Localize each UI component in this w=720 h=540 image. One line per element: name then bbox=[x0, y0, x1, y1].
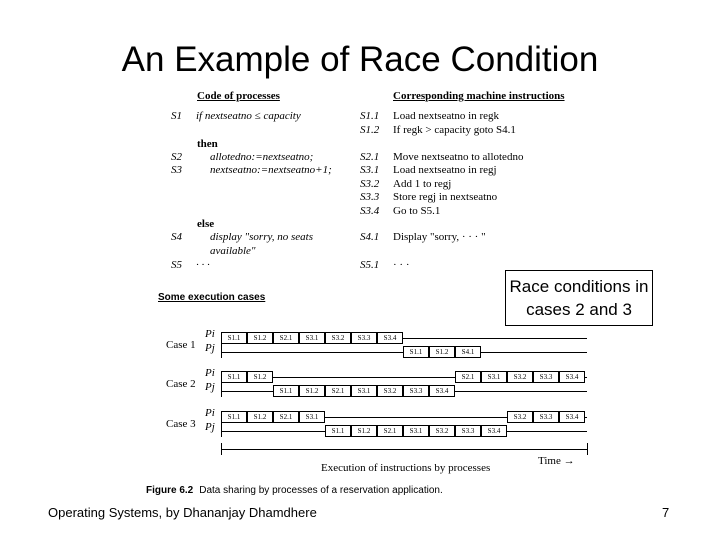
instruction-text: Display "sorry, · · · " bbox=[393, 231, 486, 243]
instruction-label: S1.2 bbox=[360, 124, 380, 136]
pj-instruction-cell: S1.2 bbox=[429, 346, 455, 358]
figure-number: Figure 6.2 bbox=[146, 485, 194, 496]
code-line-label: S2 bbox=[171, 151, 182, 163]
code-line-label: S3 bbox=[171, 164, 182, 176]
race-condition-callout: Race conditions in cases 2 and 3 bbox=[505, 270, 653, 326]
pj-instruction-cell: S1.1 bbox=[403, 346, 429, 358]
pi-instruction-cell: S1.1 bbox=[221, 332, 247, 344]
pi-instruction-cell: S2.1 bbox=[455, 371, 481, 383]
pi-instruction-cell: S3.3 bbox=[533, 371, 559, 383]
time-axis-start-tick bbox=[221, 443, 222, 455]
pj-instruction-cell: S3.1 bbox=[351, 385, 377, 397]
pi-instruction-cell: S3.4 bbox=[559, 411, 585, 423]
instruction-text: If regk > capacity goto S4.1 bbox=[393, 124, 516, 136]
pi-instruction-cell: S1.2 bbox=[247, 332, 273, 344]
code-line-text: then bbox=[197, 138, 218, 150]
pi-instruction-cell: S3.1 bbox=[299, 411, 325, 423]
pj-instruction-cell: S3.4 bbox=[481, 425, 507, 437]
code-line-label: S4 bbox=[171, 231, 182, 243]
execution-axis-label: Execution of instructions by processes bbox=[321, 462, 491, 474]
instruction-label: S3.2 bbox=[360, 178, 380, 190]
pi-instruction-cell: S3.3 bbox=[351, 332, 377, 344]
pj-instruction-cell: S3.2 bbox=[429, 425, 455, 437]
slide-title: An Example of Race Condition bbox=[121, 40, 599, 79]
figure-caption-text: Data sharing by processes of a reservation application. bbox=[199, 485, 443, 496]
code-line-text: allotedno:=nextseatno; bbox=[210, 151, 314, 163]
code-line-label: S1 bbox=[171, 110, 182, 122]
pi-instruction-cell: S2.1 bbox=[273, 411, 299, 423]
pi-instruction-cell: S1.1 bbox=[221, 371, 247, 383]
pj-instruction-cell: S3.3 bbox=[455, 425, 481, 437]
process-i-label: Pi bbox=[205, 367, 215, 379]
pi-instruction-cell: S3.2 bbox=[507, 371, 533, 383]
instruction-text: · · · bbox=[393, 259, 410, 271]
instruction-label: S3.4 bbox=[360, 205, 380, 217]
pj-instruction-cell: S1.1 bbox=[325, 425, 351, 437]
case-label: Case 2 bbox=[166, 378, 196, 390]
pj-instruction-cell: S4.1 bbox=[455, 346, 481, 358]
instruction-label: S3.3 bbox=[360, 191, 380, 203]
pj-instruction-cell: S1.1 bbox=[273, 385, 299, 397]
pi-instruction-cell: S3.4 bbox=[559, 371, 585, 383]
pi-instruction-cell: S3.1 bbox=[481, 371, 507, 383]
process-j-label: Pj bbox=[205, 381, 215, 393]
header-code-of-processes: Code of processes bbox=[197, 90, 280, 102]
time-axis-line bbox=[221, 449, 587, 450]
code-line-text: else bbox=[197, 218, 215, 230]
code-line-text: nextseatno:=nextseatno+1; bbox=[210, 164, 332, 176]
instruction-label: S1.1 bbox=[360, 110, 380, 122]
instruction-text: Load nextseatno in regk bbox=[393, 110, 499, 122]
code-line-text: display "sorry, no seats bbox=[210, 231, 314, 243]
code-line-label: S5 bbox=[171, 259, 182, 271]
time-axis-label: Time → bbox=[538, 455, 575, 467]
code-line-text: · · · bbox=[196, 259, 210, 271]
process-i-label: Pi bbox=[205, 328, 215, 340]
pj-instruction-cell: S2.1 bbox=[325, 385, 351, 397]
footer-author: Operating Systems, by Dhananjay Dhamdhere bbox=[48, 505, 317, 520]
instruction-text: Store regj in nextseatno bbox=[393, 191, 498, 203]
page-number: 7 bbox=[662, 505, 670, 520]
case-label: Case 3 bbox=[166, 418, 196, 430]
pi-instruction-cell: S3.3 bbox=[533, 411, 559, 423]
pi-instruction-cell: S3.4 bbox=[377, 332, 403, 344]
pj-instruction-cell: S1.2 bbox=[299, 385, 325, 397]
pj-instruction-cell: S1.2 bbox=[351, 425, 377, 437]
instruction-text: Add 1 to regj bbox=[393, 178, 452, 190]
pi-instruction-cell: S3.2 bbox=[325, 332, 351, 344]
instruction-label: S4.1 bbox=[360, 231, 380, 243]
pi-instruction-cell: S1.2 bbox=[247, 411, 273, 423]
instruction-text: Move nextseatno to allotedno bbox=[393, 151, 524, 163]
instruction-text: Go to S5.1 bbox=[393, 205, 441, 217]
process-i-label: Pi bbox=[205, 407, 215, 419]
pi-instruction-cell: S2.1 bbox=[273, 332, 299, 344]
instruction-label: S3.1 bbox=[360, 164, 380, 176]
time-axis-end-tick bbox=[587, 443, 588, 455]
instruction-label: S2.1 bbox=[360, 151, 380, 163]
pi-instruction-cell: S3.2 bbox=[507, 411, 533, 423]
process-j-label: Pj bbox=[205, 342, 215, 354]
header-machine-instructions: Corresponding machine instructions bbox=[393, 90, 565, 102]
code-line-text: available" bbox=[210, 245, 256, 257]
pi-instruction-cell: S3.1 bbox=[299, 332, 325, 344]
pj-instruction-cell: S3.3 bbox=[403, 385, 429, 397]
case-label: Case 1 bbox=[166, 339, 196, 351]
instruction-text: Load nextseatno in regj bbox=[393, 164, 497, 176]
pj-instruction-cell: S3.4 bbox=[429, 385, 455, 397]
pi-instruction-cell: S1.2 bbox=[247, 371, 273, 383]
pj-instruction-cell: S3.2 bbox=[377, 385, 403, 397]
instruction-label: S5.1 bbox=[360, 259, 380, 271]
pj-instruction-cell: S3.1 bbox=[403, 425, 429, 437]
pj-instruction-cell: S2.1 bbox=[377, 425, 403, 437]
execution-cases-heading: Some execution cases bbox=[158, 292, 266, 303]
code-line-text: if nextseatno ≤ capacity bbox=[196, 110, 301, 122]
process-j-label: Pj bbox=[205, 421, 215, 433]
figure-caption bbox=[146, 485, 443, 496]
pi-instruction-cell: S1.1 bbox=[221, 411, 247, 423]
